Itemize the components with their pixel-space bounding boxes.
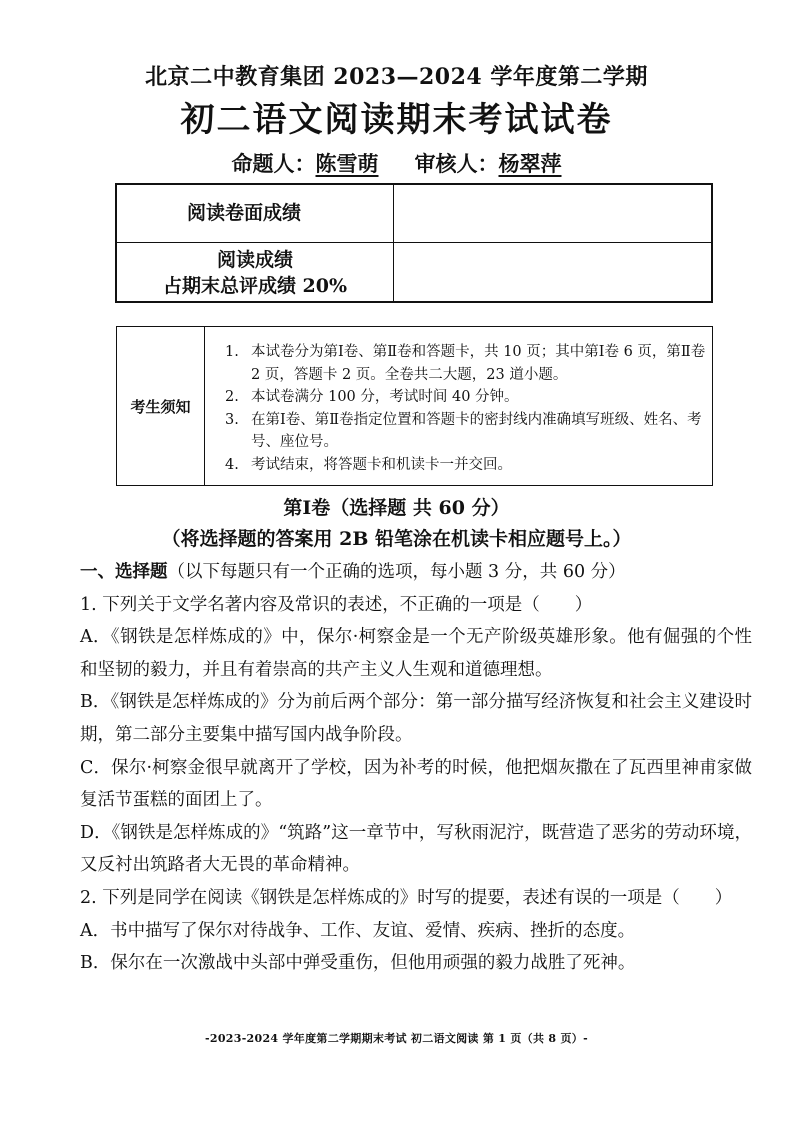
question-body <box>80 556 752 980</box>
question-stem: 1. 下列关于文学名著内容及常识的表述，不正确的一项是（ ） <box>80 594 593 615</box>
author-line <box>0 148 793 178</box>
question-option: D．《钢铁是怎样炼成的》“筑路”这一章节中，写秋雨泥泞，既营造了恶劣的劳动环境，又反衬出筑路者大无畏的革命精神。 <box>80 822 752 876</box>
notice-heading: 考生须知 <box>117 327 205 485</box>
reviewer-label: 审核人： <box>414 151 499 176</box>
question-option: B．保尔在一次激战中头部中弹受重伤，但他用顽强的毅力战胜了死神。 <box>80 953 636 974</box>
question-stem: 2. 下列是同学在阅读《钢铁是怎样炼成的》时写的提要，表述有误的一项是（ ） <box>80 887 733 908</box>
part-heading: 一、选择题 <box>80 562 168 582</box>
score-row-weight-label-line1: 阅读成绩 <box>216 249 293 271</box>
score-row-paper <box>117 185 711 243</box>
school-term-heading: 北京二中教育集团 2023—2024 学年度第二学期 <box>145 64 648 90</box>
reviewer-name: 杨翠萍 <box>498 151 562 176</box>
notice-item-number: 4. <box>225 456 239 473</box>
part-instruction: （以下每题只有一个正确的选项，每小题 3 分，共 60 分） <box>167 562 626 582</box>
notice-item <box>217 409 707 454</box>
score-row-weight-label <box>117 247 393 299</box>
notice-item-number: 1. <box>225 344 239 360</box>
notice-item-text: 考试结束，将答题卡和机读卡一并交回。 <box>251 456 512 473</box>
part-heading-line <box>80 556 752 589</box>
notice-item-number: 3. <box>225 411 239 428</box>
section-title: 第Ⅰ卷（选择题 共 60 分） <box>283 497 510 519</box>
question-option: A．书中描写了保尔对待战争、工作、友谊、爱情、疾病、挫折的态度。 <box>80 920 636 941</box>
author-name: 陈雪萌 <box>315 151 379 176</box>
score-row-weight <box>117 243 711 303</box>
exam-title: 初二语文阅读期末考试试卷 <box>180 100 613 140</box>
notice-item-number: 2. <box>225 389 239 405</box>
notice-item <box>217 341 707 386</box>
notice-item-text: 在第Ⅰ卷、第Ⅱ卷指定位置和答题卡的密封线内准确填写班级、姓名、考号、座位号。 <box>251 411 702 450</box>
notice-item-text: 本试卷满分 100 分，考试时间 40 分钟。 <box>251 389 519 405</box>
score-table <box>115 183 713 303</box>
candidate-notice-box <box>116 326 713 486</box>
score-row-paper-label: 阅读卷面成绩 <box>187 202 302 224</box>
notice-item <box>217 454 707 477</box>
author-label: 命题人： <box>231 151 316 176</box>
question-option: C．保尔·柯察金很早就离开了学校，因为补考的时候，他把烟灰撒在了瓦西里神甫家做复活节蛋糕的面团上了。 <box>80 757 752 811</box>
notice-item <box>217 386 707 409</box>
notice-item-text: 本试卷分为第Ⅰ卷、第Ⅱ卷和答题卡，共 10 页；其中第Ⅰ卷 6 页，第Ⅱ卷 2 页，答题卡 2 页。全卷共二大题，23 道小题。 <box>251 344 706 383</box>
notice-items <box>217 341 707 476</box>
question-option: B．《钢铁是怎样炼成的》分为前后两个部分：第一部分描写经济恢复和社会主义建设时期，第二部分主要集中描写国内战争阶段。 <box>80 692 752 745</box>
page-footer: -2023-2024 学年度第二学期期末考试 初二语文阅读 第 1 页（共 8 页）- <box>205 1032 588 1045</box>
section-subtitle: （将选择题的答案用 2B 铅笔涂在机读卡相应题号上。） <box>161 528 632 550</box>
score-row-weight-label-line2: 占期末总评成绩 20% <box>162 275 348 297</box>
question-option: A．《钢铁是怎样炼成的》中，保尔·柯察金是一个无产阶级英雄形象。他有倔强的个性和坚韧的毅力，并且有着崇高的共产主义人生观和道德理想。 <box>80 627 752 680</box>
